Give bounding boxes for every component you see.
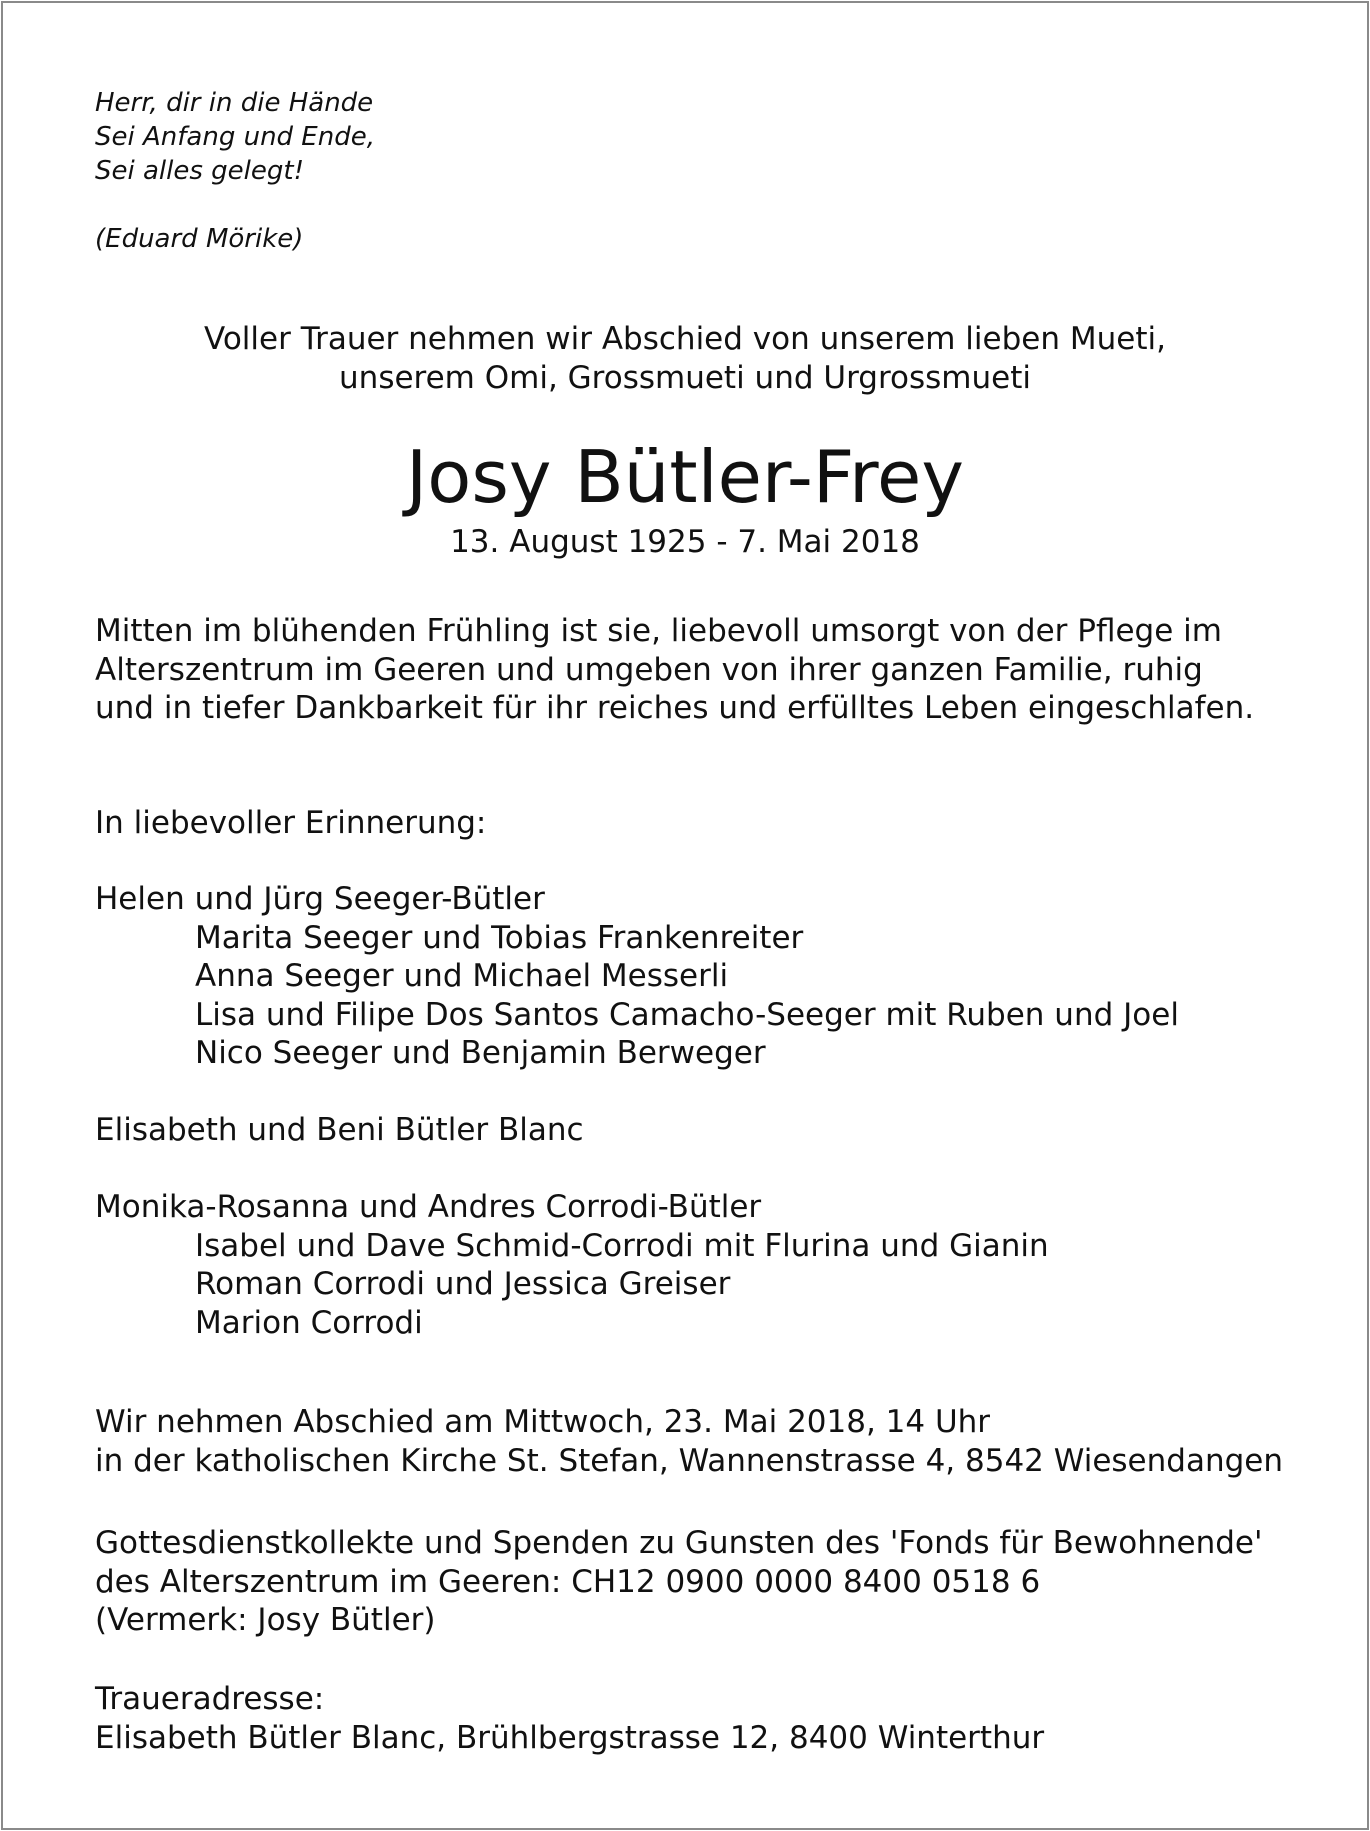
collection-info [95,1524,1325,1640]
message-paragraph [95,612,1325,728]
poem-author: (Eduard Mörike) [95,224,304,254]
family-member: Anna Seeger und Michael Messerli [195,958,729,994]
spacer [95,1150,1325,1189]
family-head: Monika-Rosanna und Andres Corrodi-Bütler [95,1189,762,1225]
family-member: Marita Seeger und Tobias Frankenreiter [195,919,804,956]
family-member: Lisa und Filipe Dos Santos Camacho-Seeger mit Ruben und Joel [195,996,1179,1033]
spacer [95,1073,1325,1112]
address-value: Elisabeth Bütler Blanc, Brühlbergstrasse 12, 8400 Winterthur [95,1719,1045,1756]
poem-line: Sei alles gelegt! [95,156,305,186]
poem-line: Herr, dir in die Hände [95,88,374,118]
poem-line: Sei Anfang und Ende, [95,122,375,152]
collection-line: (Vermerk: Josy Bütler) [95,1602,436,1638]
message-line: Alterszentrum im Geeren und umgeben von ihrer ganzen Familie, ruhig [95,651,1203,688]
family-list [95,880,1325,1342]
intro-line: Voller Trauer nehmen wir Abschied von unserem lieben Mueti, [204,321,1166,357]
collection-line: des Alterszentrum im Geeren: CH12 0900 0000 8400 0518 6 [95,1563,1041,1600]
intro-line: unserem Omi, Grossmueti und Urgrossmueti [339,360,1031,396]
farewell-info [95,1403,1325,1480]
family-member: Nico Seeger und Benjamin Berweger [195,1035,766,1071]
family-head: Elisabeth und Beni Bütler Blanc [95,1112,584,1148]
message-line: und in tiefer Dankbarkeit für ihr reiches und erfülltes Leben eingeschlafen. [95,690,1255,726]
mourning-address [95,1680,1325,1757]
poem-block [95,86,1295,256]
memory-heading: In liebevoller Erinnerung: [95,805,487,841]
intro-text [0,320,1370,398]
address-label: Traueradresse: [95,1681,325,1717]
family-member: Marion Corrodi [195,1304,423,1341]
collection-line: Gottesdienstkollekte und Spenden zu Gunsten des 'Fonds für Bewohnende' [95,1525,1263,1561]
poem [95,86,1295,188]
life-dates: 13. August 1925 - 7. Mai 2018 [450,524,920,560]
farewell-line: Wir nehmen Abschied am Mittwoch, 23. Mai 2018, 14 Uhr [95,1404,991,1440]
family-member: Roman Corrodi und Jessica Greiser [195,1266,731,1302]
family-member: Isabel und Dave Schmid-Corrodi mit Flurina und Gianin [195,1227,1049,1264]
family-head: Helen und Jürg Seeger-Bütler [95,881,545,917]
farewell-line: in der katholischen Kirche St. Stefan, Wannenstrasse 4, 8542 Wiesendangen [95,1442,1283,1479]
message-line: Mitten im blühenden Frühling ist sie, liebevoll umsorgt von der Pflege im [95,613,1222,649]
deceased-name: Josy Bütler-Frey [406,435,964,519]
